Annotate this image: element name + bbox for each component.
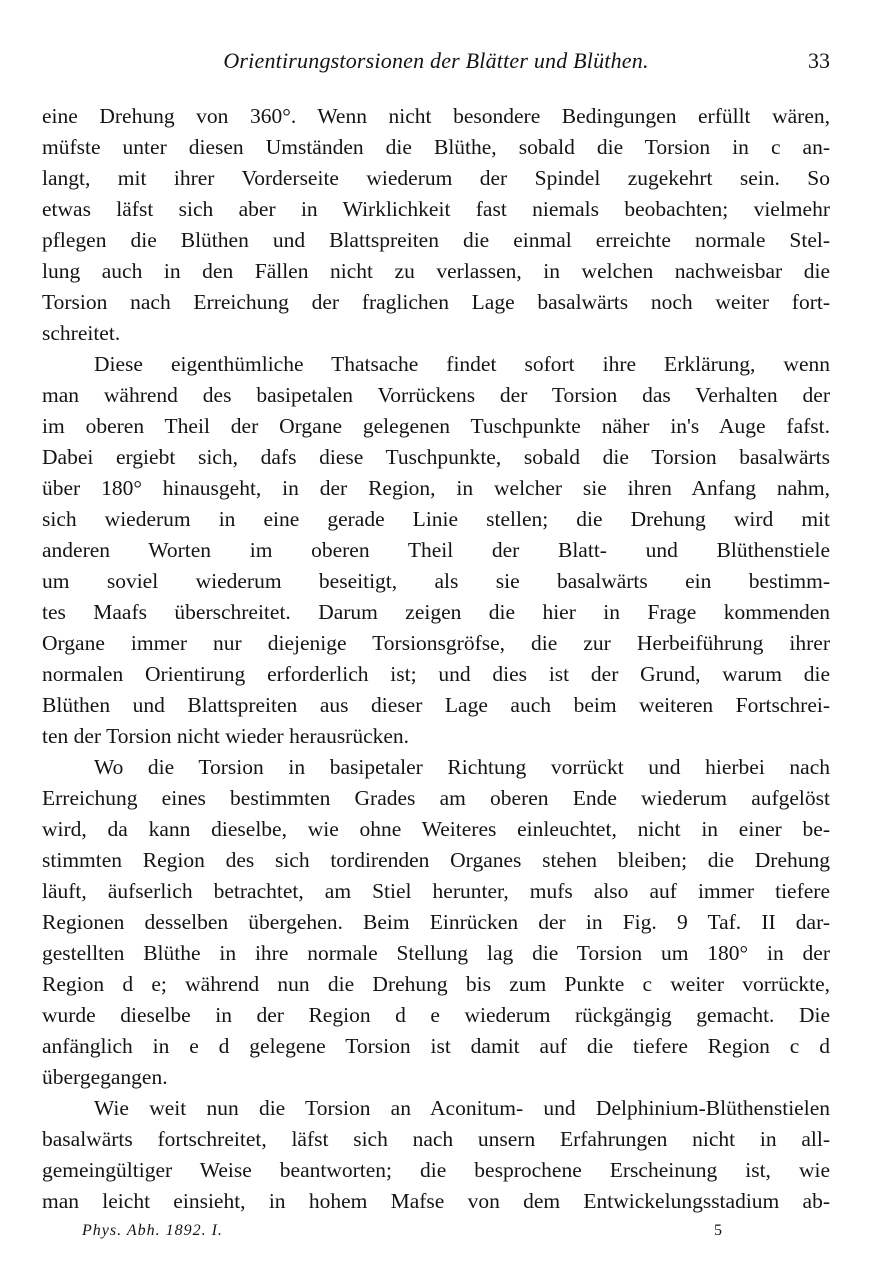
text-line: basalwärts fortschreitet, läfst sich nach unsern Erfahrungen nicht in all- [42,1127,830,1151]
body-text [42,101,830,1217]
page-number: 33 [808,48,830,73]
text-line: anfänglich in e d gelegene Torsion ist damit auf die tiefere Region c d [42,1034,830,1058]
text-line: gemeingültiger Weise beantworten; die besprochene Erscheinung ist, wie [42,1158,830,1182]
text-line: im oberen Theil der Organe gelegenen Tuschpunkte näher in's Auge fafst. [42,414,830,438]
running-header [42,48,830,78]
text-line: müfste unter diesen Umständen die Blüthe, sobald die Torsion in c an- [42,135,830,159]
text-line: Regionen desselben übergehen. Beim Einrücken der in Fig. 9 Taf. II dar- [42,910,830,934]
text-line: Torsion nach Erreichung der fraglichen Lage basalwärts noch weiter fort- [42,290,830,314]
text-line: man leicht einsieht, in hohem Mafse von dem Entwickelungsstadium ab- [42,1189,830,1213]
signature-mark: 5 [714,1222,722,1239]
text-line: pflegen die Blüthen und Blattspreiten die einmal erreichte normale Stel- [42,228,830,252]
text-line: normalen Orientirung erforderlich ist; und dies ist der Grund, warum die [42,662,830,686]
text-line: gestellten Blüthe in ihre normale Stellung lag die Torsion um 180° in der [42,941,830,965]
text-line: Wie weit nun die Torsion an Aconitum- und Delphinium-Blüthenstielen [94,1096,830,1120]
text-line: wird, da kann dieselbe, wie ohne Weiteres einleuchtet, nicht in einer be- [42,817,830,841]
text-line: über 180° hinausgeht, in der Region, in welcher sie ihren Anfang nahm, [42,476,830,500]
running-title: Orientirungstorsionen der Blätter und Blüthen. [223,48,649,73]
text-line: Region d e; während nun die Drehung bis zum Punkte c weiter vorrückte, [42,972,830,996]
text-line: tes Maafs überschreitet. Darum zeigen die hier in Frage kommenden [42,600,830,624]
text-line: Diese eigenthümliche Thatsache findet sofort ihre Erklärung, wenn [94,352,830,376]
text-line: läuft, äufserlich betrachtet, am Stiel herunter, mufs also auf immer tiefere [42,879,830,903]
text-line: Dabei ergiebt sich, dafs diese Tuschpunkte, sobald die Torsion basalwärts [42,445,830,469]
text-line: lung auch in den Fällen nicht zu verlassen, in welchen nachweisbar die [42,259,830,283]
text-line: ten der Torsion nicht wieder herausrücken. [42,724,410,748]
text-line: Wo die Torsion in basipetaler Richtung vorrückt und hierbei nach [94,755,830,779]
text-line: man während des basipetalen Vorrückens der Torsion das Verhalten der [42,383,830,407]
text-line: Erreichung eines bestimmten Grades am oberen Ende wiederum aufgelöst [42,786,830,810]
text-line: sich wiederum in eine gerade Linie stellen; die Drehung wird mit [42,507,830,531]
text-line: langt, mit ihrer Vorderseite wiederum der Spindel zugekehrt sein. So [42,166,830,190]
text-line: Organe immer nur diejenige Torsionsgröfse, die zur Herbeiführung ihrer [42,631,830,655]
text-line: Blüthen und Blattspreiten aus dieser Lage auch beim weiteren Fortschrei- [42,693,830,717]
text-line: etwas läfst sich aber in Wirklichkeit fast niemals beobachten; vielmehr [42,197,830,221]
text-line: stimmten Region des sich tordirenden Organes stehen bleiben; die Drehung [42,848,830,872]
text-line: anderen Worten im oberen Theil der Blatt- und Blüthenstiele [42,538,830,562]
page-footer [82,1222,830,1246]
text-line: übergegangen. [42,1065,168,1089]
text-line: wurde dieselbe in der Region d e wiederum rückgängig gemacht. Die [42,1003,830,1027]
journal-reference: Phys. Abh. 1892. I. [82,1222,223,1239]
text-line: um soviel wiederum beseitigt, als sie basalwärts ein bestimm- [42,569,830,593]
text-line: schreitet. [42,321,121,345]
text-line: eine Drehung von 360°. Wenn nicht besondere Bedingungen erfüllt wären, [42,104,830,128]
